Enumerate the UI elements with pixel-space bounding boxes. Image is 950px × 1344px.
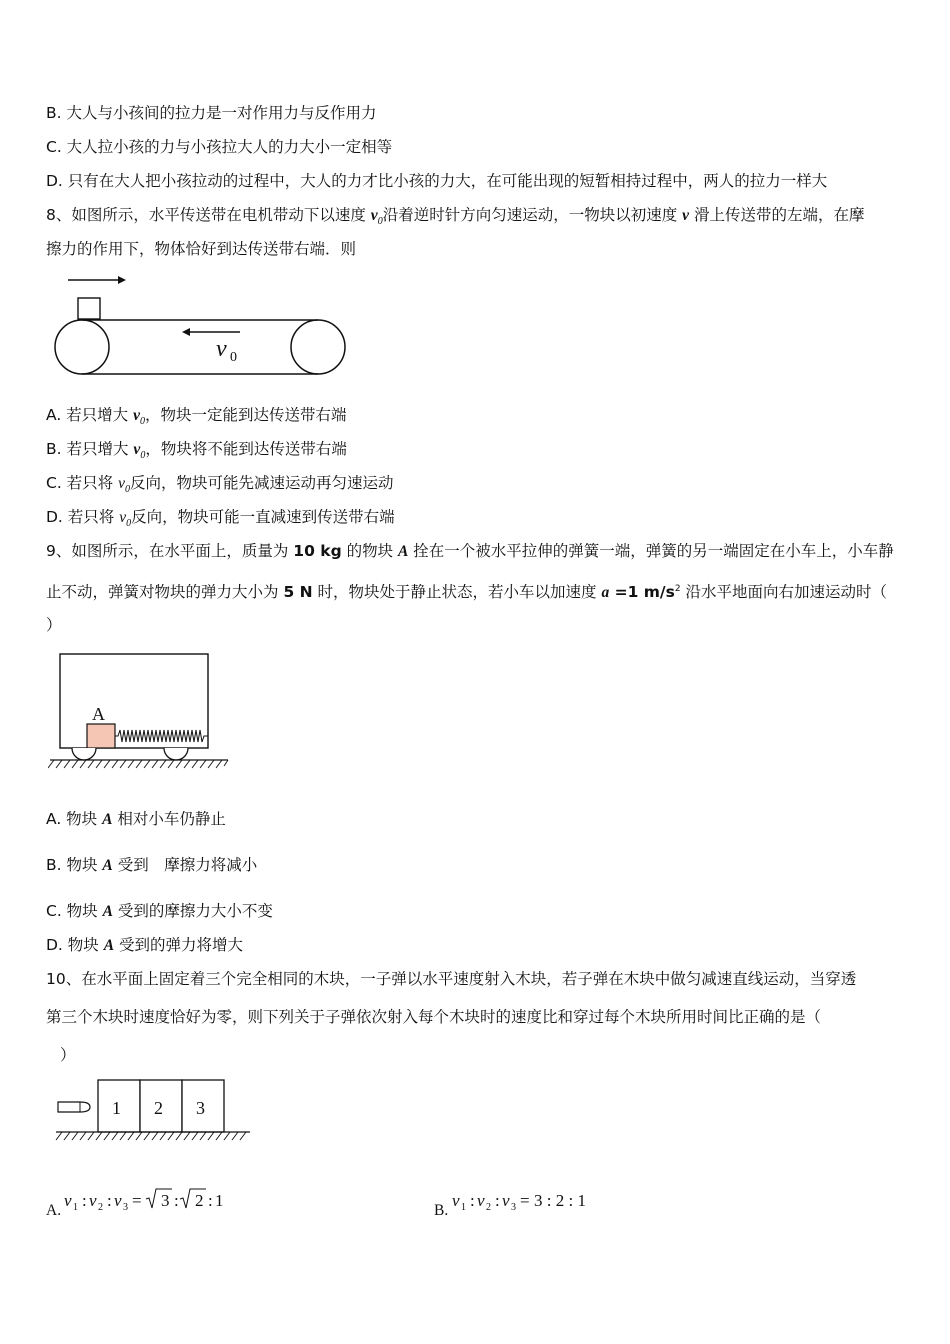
block-2-label: 2 <box>154 1098 163 1118</box>
q8-option-d: D. 若只将 $v_0$反向，物块可能一直减速到传送带右端 <box>46 508 395 530</box>
q10-stem-line1: 10、在水平面上固定着三个完全相同的木块，一子弹以水平速度射入木块，若子弹在木块中做匀减速直线运动，当穿透 <box>46 970 857 988</box>
v0-label: v <box>216 336 227 362</box>
svg-text:3: 3 <box>123 1202 128 1213</box>
svg-text:3 : 2 : 1: 3 : 2 : 1 <box>534 1191 586 1210</box>
svg-text:v: v <box>89 1191 97 1210</box>
block-3-label: 3 <box>196 1098 205 1118</box>
block-a-label: A <box>92 704 105 724</box>
q10-option-b-formula <box>450 1186 610 1216</box>
q8-option-b: B. 若只增大 $v_0$，物块将不能到达传送带右端 <box>46 440 347 462</box>
q8-conveyor-figure <box>50 270 350 380</box>
svg-text::: : <box>174 1191 179 1210</box>
q10-stem-line3: ） <box>60 1046 76 1064</box>
svg-text:1: 1 <box>461 1202 466 1213</box>
svg-text::: : <box>107 1191 112 1210</box>
q8-stem-line1: 8、如图所示，水平传送带在电机带动下以速度 $v_0$沿着逆时针方向匀速运动，一物块以初速度 v 滑上传送带的左端，在摩 <box>46 206 865 228</box>
svg-text::: : <box>470 1191 475 1210</box>
q9-cart-spring-figure <box>48 650 238 775</box>
q8-option-c: C. 若只将 $v_0$反向，物块可能先减速运动再匀速运动 <box>46 474 394 496</box>
q10-stem-line2: 第三个木块时速度恰好为零，则下列关于子弹依次射入每个木块时的速度比和穿过每个木块所用时间比正确的是（ <box>46 1008 822 1026</box>
q9-stem-line3: ） <box>46 616 62 634</box>
svg-text:2: 2 <box>486 1202 491 1213</box>
svg-text:v: v <box>502 1191 510 1210</box>
svg-text::: : <box>208 1191 213 1210</box>
q7-option-c: C. 大人拉小孩的力与小孩拉大人的力大小一定相等 <box>46 138 393 156</box>
q9-option-d: D. 物块 A 受到的弹力将增大 <box>46 936 243 954</box>
svg-text:v: v <box>114 1191 122 1210</box>
q9-option-a: A. 物块 A 相对小车仍静止 <box>46 810 226 828</box>
v0-subscript: 0 <box>230 350 237 365</box>
q9-option-b: B. 物块 A 受到 摩擦力将减小 <box>46 856 258 874</box>
q10-bullet-blocks-figure <box>54 1076 254 1146</box>
svg-text:2: 2 <box>195 1191 204 1210</box>
svg-text:3: 3 <box>511 1202 516 1213</box>
svg-text:1: 1 <box>215 1191 224 1210</box>
q7-option-d: D. 只有在大人把小孩拉动的过程中，大人的力才比小孩的力大，在可能出现的短暂相持过程中，两人的拉力一样大 <box>46 172 828 190</box>
q8-stem-line2: 擦力的作用下，物体恰好到达传送带右端．则 <box>46 240 357 258</box>
q9-stem-line1: 9、如图所示，在水平面上，质量为 10 kg 的物块 A 拴在一个被水平拉伸的弹簧一端，弹簧的另一端固定在小车上，小车静 <box>46 542 894 560</box>
svg-text:=: = <box>132 1191 142 1210</box>
svg-text:v: v <box>64 1191 72 1210</box>
svg-text:1: 1 <box>73 1202 78 1213</box>
q10-option-a <box>46 1186 406 1222</box>
q9-stem-line2: 止不动，弹簧对物块的弹力大小为 5 N 时，物块处于静止状态，若小车以加速度 a =1 $m/s^2$ 沿水平地面向右加速运动时（ <box>46 583 887 602</box>
svg-text:=: = <box>520 1191 530 1210</box>
svg-text:3: 3 <box>161 1191 170 1210</box>
q9-option-c: C. 物块 A 受到的摩擦力大小不变 <box>46 902 273 920</box>
svg-text::: : <box>495 1191 500 1210</box>
q7-option-b: B. 大人与小孩间的拉力是一对作用力与反作用力 <box>46 104 377 122</box>
q10-option-b <box>434 1186 734 1222</box>
svg-text::: : <box>82 1191 87 1210</box>
svg-text:v: v <box>477 1191 485 1210</box>
svg-text:v: v <box>452 1191 460 1210</box>
q10-option-b-label: B. <box>434 1202 449 1219</box>
block-1-label: 1 <box>112 1098 121 1118</box>
svg-text:2: 2 <box>98 1202 103 1213</box>
q10-option-a-formula <box>62 1186 262 1216</box>
q8-option-a: A. 若只增大 $v_0$，物块一定能到达传送带右端 <box>46 406 347 428</box>
q10-option-a-label: A. <box>46 1202 62 1219</box>
